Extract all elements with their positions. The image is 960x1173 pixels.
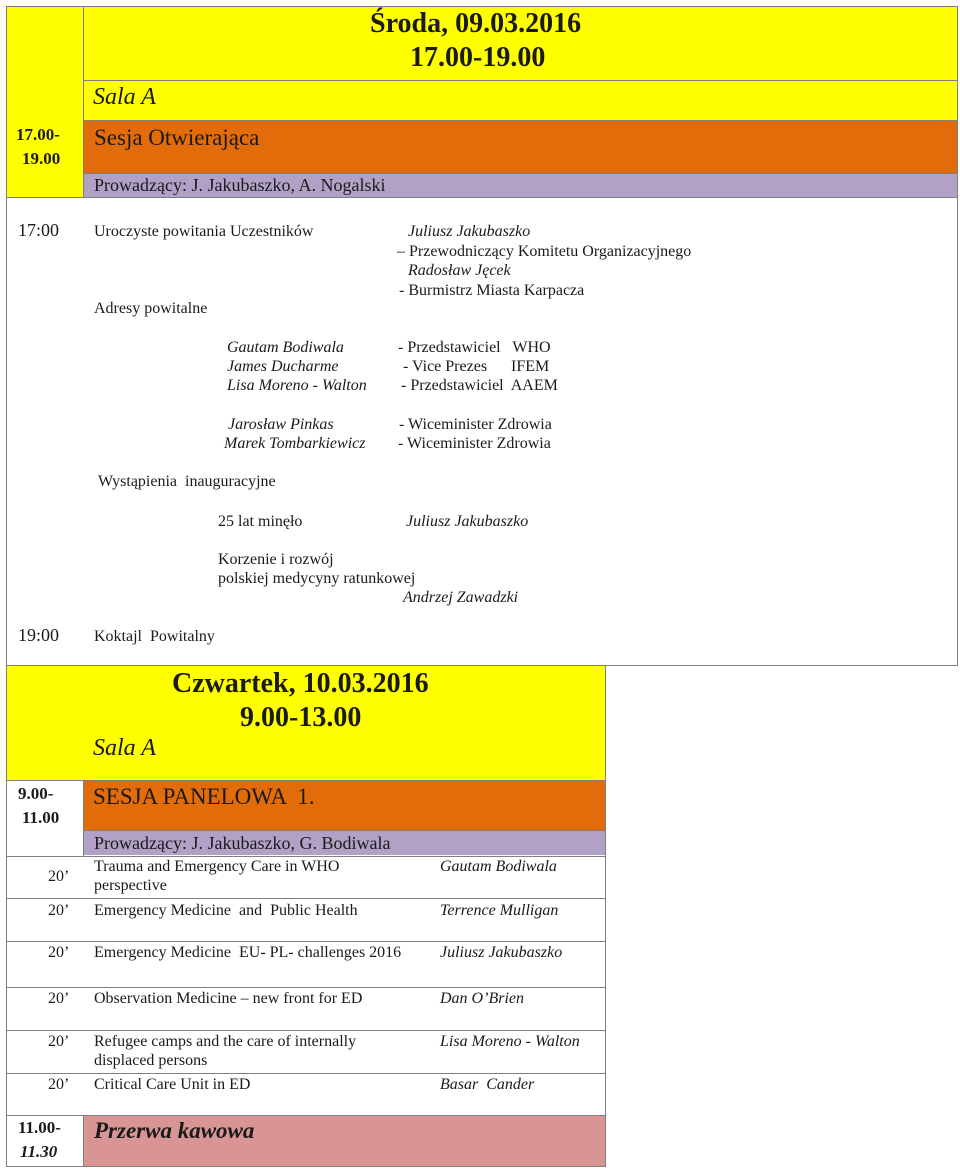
day1-hours: 17.00-19.00 bbox=[410, 42, 546, 73]
break-title: Przerwa kawowa bbox=[94, 1118, 255, 1143]
talk-duration: 20’ bbox=[48, 1076, 70, 1093]
talk2-title-line1: Korzenie i rozwój bbox=[218, 551, 334, 568]
talk1-speaker: Juliusz Jakubaszko bbox=[406, 513, 529, 530]
guest-name: Jarosław Pinkas bbox=[228, 416, 334, 433]
talk-title: Trauma and Emergency Care in WHO bbox=[94, 858, 340, 875]
day2-date: Czwartek, 10.03.2016 bbox=[172, 668, 429, 699]
day2-time-start: 9.00- bbox=[18, 784, 54, 803]
day1-speaker1-role: – Przewodniczący Komitetu Organizacyjnego bbox=[397, 243, 692, 260]
talk-speaker: Gautam Bodiwala bbox=[440, 858, 557, 875]
guest-role: - Wiceminister Zdrowia bbox=[398, 435, 551, 452]
day1-time-1700: 17:00 bbox=[18, 220, 60, 240]
talk-speaker: Lisa Moreno - Walton bbox=[440, 1033, 580, 1050]
day1-addresses: Adresy powitalne bbox=[94, 300, 208, 317]
day1-cocktail: Koktajl Powitalny bbox=[94, 628, 215, 645]
day1-speaker2-role: - Burmistrz Miasta Karpacza bbox=[399, 282, 585, 299]
guest-name: Lisa Moreno - Walton bbox=[227, 377, 367, 394]
day2-chairs: Prowadzący: J. Jakubaszko, G. Bodiwala bbox=[94, 833, 391, 853]
day1-session-title: Sesja Otwierająca bbox=[94, 125, 260, 150]
day1-time-1900: 19:00 bbox=[18, 625, 60, 645]
break-time-start: 11.00- bbox=[18, 1118, 61, 1137]
talk-title: Observation Medicine – new front for ED bbox=[94, 990, 363, 1007]
talk-title-line2: perspective bbox=[94, 877, 167, 894]
talk-title: Refugee camps and the care of internally bbox=[94, 1033, 357, 1050]
day1-room: Sala A bbox=[93, 84, 156, 110]
talk-speaker: Juliusz Jakubaszko bbox=[440, 944, 563, 961]
guest-role: - Wiceminister Zdrowia bbox=[399, 416, 552, 433]
talk1-title: 25 lat minęło bbox=[218, 513, 303, 530]
talk-duration: 20’ bbox=[48, 944, 70, 961]
day1-time-start: 17.00- bbox=[16, 125, 60, 144]
break-time-end: 11.30 bbox=[20, 1142, 58, 1161]
talk-duration: 20’ bbox=[48, 1033, 70, 1050]
guest-name: Gautam Bodiwala bbox=[227, 339, 344, 356]
day1-speaker2-name: Radosław Jęcek bbox=[408, 262, 511, 279]
day2-room: Sala A bbox=[93, 735, 156, 761]
talk-title-line2: displaced persons bbox=[94, 1052, 208, 1069]
talk-title: Emergency Medicine and Public Health bbox=[94, 902, 358, 919]
guest-role: - Przedstawiciel WHO bbox=[398, 339, 551, 356]
talk-speaker: Terrence Mulligan bbox=[440, 902, 559, 919]
talk-speaker: Basar Cander bbox=[440, 1076, 535, 1093]
talk-speaker: Dan O’Brien bbox=[440, 990, 524, 1007]
day1-date: Środa, 09.03.2016 bbox=[370, 8, 582, 39]
day1-welcome: Uroczyste powitania Uczestników bbox=[94, 223, 314, 240]
guest-role: - Przedstawiciel AAEM bbox=[401, 377, 558, 394]
talk-title: Emergency Medicine EU- PL- challenges 2016 bbox=[94, 944, 402, 961]
day2-time-end: 11.00 bbox=[22, 808, 60, 827]
talk-duration: 20’ bbox=[48, 902, 70, 919]
talk-duration: 20’ bbox=[48, 990, 70, 1007]
talk-title: Critical Care Unit in ED bbox=[94, 1076, 251, 1093]
day1-inaugural: Wystąpienia inauguracyjne bbox=[98, 473, 276, 490]
talk2-title-line2: polskiej medycyny ratunkowej bbox=[218, 570, 416, 587]
day1-speaker1-name: Juliusz Jakubaszko bbox=[408, 223, 531, 240]
guest-name: Marek Tombarkiewicz bbox=[224, 435, 366, 452]
day2-session-title: SESJA PANELOWA 1. bbox=[93, 784, 315, 809]
guest-name: James Ducharme bbox=[227, 358, 339, 375]
talk-duration: 20’ bbox=[48, 868, 70, 885]
talk2-speaker: Andrzej Zawadzki bbox=[403, 589, 519, 606]
day1-time-end: 19.00 bbox=[22, 149, 61, 168]
day1-chairs: Prowadzący: J. Jakubaszko, A. Nogalski bbox=[94, 175, 386, 195]
guest-role: - Vice Prezes IFEM bbox=[403, 358, 550, 375]
day2-hours: 9.00-13.00 bbox=[240, 702, 362, 733]
